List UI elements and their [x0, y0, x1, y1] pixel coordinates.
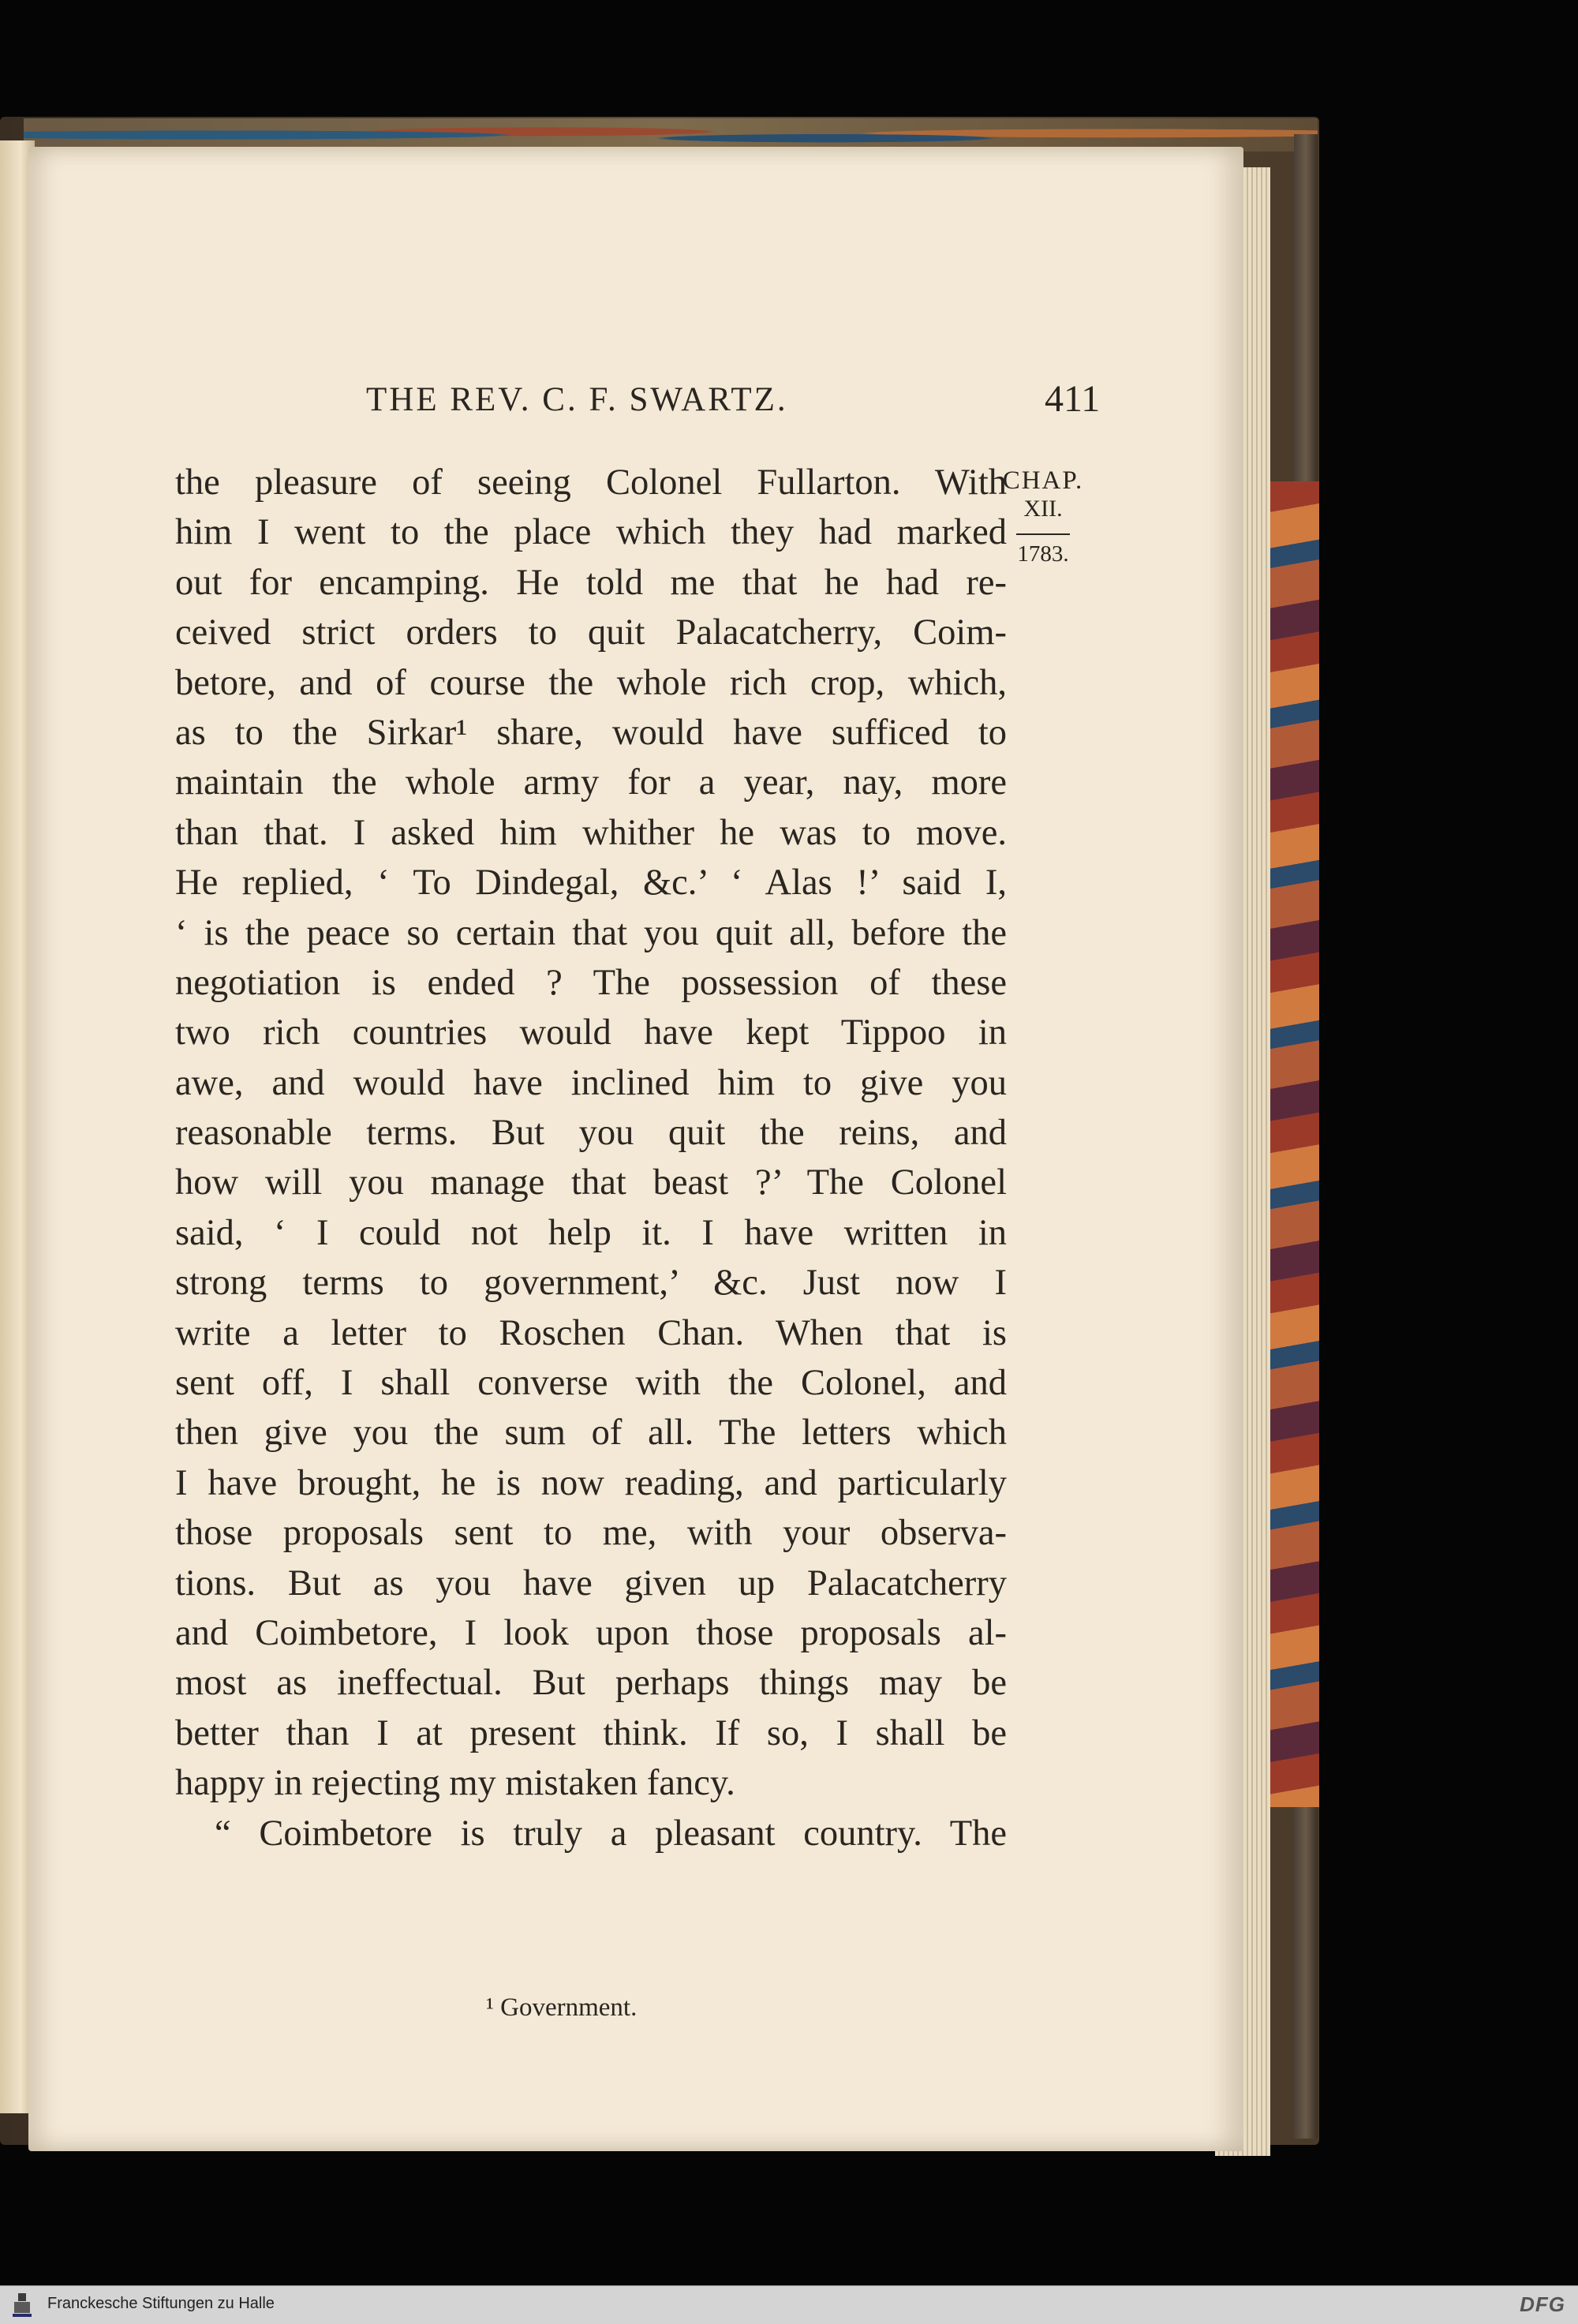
text-line: ceived strict orders to quit Palacatcherry, Coim- — [175, 612, 1007, 653]
text-line: strong terms to government,’ &c. Just now I — [175, 1263, 1007, 1304]
text-line: then give you the sum of all. The letters which — [175, 1413, 1007, 1454]
text-line: how will you manage that beast ?’ The Colonel — [175, 1162, 1007, 1203]
margin-rule — [1016, 533, 1070, 535]
text-line: as to the Sirkar¹ share, would have sufficed to — [175, 712, 1007, 753]
text-line: than that. I asked him whither he was to move. — [175, 812, 1007, 853]
text-line: ‘ is the peace so certain that you quit all, before the — [175, 912, 1007, 953]
text-line: I have brought, he is now reading, and particularly — [175, 1462, 1007, 1503]
text-line: write a letter to Roschen Chan. When that is — [175, 1312, 1007, 1353]
body-text — [175, 458, 1007, 1858]
text-line: sent off, I shall converse with the Colonel, and — [175, 1363, 1007, 1404]
viewer-footer — [0, 2285, 1578, 2324]
text-line: awe, and would have inclined him to give you — [175, 1062, 1007, 1103]
text-line: happy in rejecting my mistaken fancy. — [175, 1763, 735, 1804]
text-line: said, ‘ I could not help it. I have written in — [175, 1212, 1007, 1253]
text-line: tions. But as you have given up Palacatcherry — [175, 1562, 1007, 1604]
book-page — [28, 147, 1243, 2151]
text-line: and Coimbetore, I look upon those proposals al- — [175, 1612, 1007, 1653]
text-line: the pleasure of seeing Colonel Fullarton. With — [175, 462, 1007, 503]
text-line: better than I at present think. If so, I shall be — [175, 1712, 1007, 1753]
text-line: “ Coimbetore is truly a pleasant country. The — [215, 1813, 1007, 1854]
page-header — [28, 380, 1243, 428]
dfg-logo: DFG — [1520, 2292, 1565, 2316]
text-line: two rich countries would have kept Tippoo in — [175, 1012, 1007, 1053]
text-line: most as ineffectual. But perhaps things may be — [175, 1663, 1007, 1704]
text-line: negotiation is ended ? The possession of these — [175, 962, 1007, 1003]
footnote: ¹ Government. — [486, 1993, 638, 2022]
text-line: He replied, ‘ To Dindegal, &c.’ ‘ Alas !’ said I, — [175, 863, 1007, 904]
text-line: maintain the whole army for a year, nay, more — [175, 762, 1007, 803]
institution-label: Franckesche Stiftungen zu Halle — [47, 2295, 275, 2312]
chapter-number: XII. — [1023, 496, 1063, 522]
marbled-cover-edge — [1262, 481, 1319, 1807]
text-line: betore, and of course the whole rich crop, which, — [175, 662, 1007, 703]
text-line: reasonable terms. But you quit the reins, and — [175, 1113, 1007, 1154]
page-number: 411 — [1045, 378, 1101, 420]
text-line: him I went to the place which they had marked — [175, 512, 1007, 553]
margin-year: 1783. — [1017, 541, 1069, 567]
running-title: THE REV. C. F. SWARTZ. — [366, 381, 788, 418]
text-line: those proposals sent to me, with your observa- — [175, 1513, 1007, 1554]
margin-note — [996, 466, 1090, 567]
chapter-label: CHAP. — [1002, 466, 1084, 495]
institution-logo-icon — [11, 2292, 33, 2318]
text-line: out for encamping. He told me that he had re- — [175, 562, 1007, 603]
